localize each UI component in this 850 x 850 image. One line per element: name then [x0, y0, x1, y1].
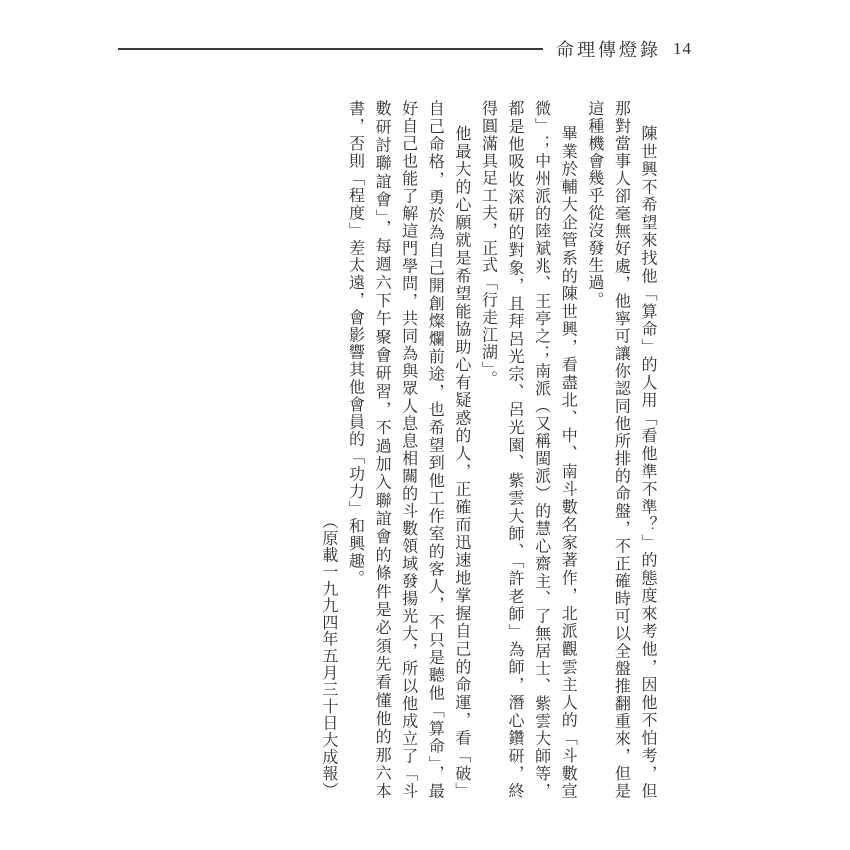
vertical-text-block [312, 100, 660, 800]
paragraph-3: 他最大的心願就是希望能協助心有疑惑的人，正確而迅速地掌握自己的命運，看「破」自己命格，勇於為自己開創燦爛前途，也希望到他工作室的客人，不只是聽他「算命」，最好自己也能了解這門學問，共同為與眾人息息相關的斗數領域發揚光大，所以他成立了「斗數研討聯誼會」，每週六下午聚會研習，不過加入聯誼會的條件是必須先看懂他的那六本書，否則「程度」差太遠，會影響其他會員的「功力」和興趣。 [346, 100, 470, 800]
page-number: 14 [673, 39, 692, 58]
paragraph-2: 畢業於輔大企管系的陳世興，看盡北、中、南斗數名家著作，北派觀雲主人的「斗數宣微」；中州派的陸斌兆、王亭之；南派（又稱閩派）的慧心齋主、了無居士、紫雲大師等，都是他吸收深研的對象，且拜呂光宗、呂光園、紫雲大師、「許老師」為師，潛心鑽研，終得圓滿具足工夫，正式「行走江湖」。 [479, 100, 577, 800]
paragraph-1: 陳世興不希望來找他「算命」的人用「看他準不準？」的態度來考他，因他不怕考，但那對當事人卻毫無好處，他寧可讓你認同他所排的命盤，不正確時可以全盤推翻重來，但是這種機會幾乎從沒發生過。 [585, 100, 656, 800]
source-attribution: （原載一九九四年五月三十日大成報） [319, 513, 337, 799]
book-title: 命理傳燈錄 [556, 40, 661, 60]
header-rule [118, 48, 543, 50]
running-head [556, 38, 692, 60]
